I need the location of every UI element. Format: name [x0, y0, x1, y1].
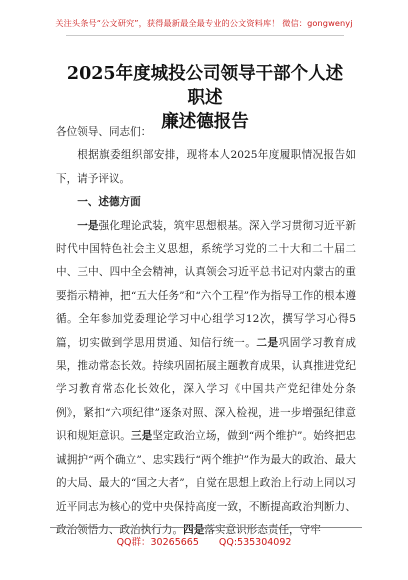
footer-qq: QQ:535304092 [218, 537, 292, 548]
title-line-1: 2025年度城投公司领导干部个人述职述 [66, 64, 344, 108]
paragraph-virtue [56, 215, 356, 543]
footer-qq-group: QQ群：30265665 [116, 537, 199, 548]
point-text-3: 坚定政治立场，做到“两个维护”。始终把忠诚拥护“两个确立”、忠实践行“两个维护”作为最大的政治、最大的大局、最大的“国之大者”，自觉在思想上政治上行动上同以习近平同志为核心的党中央保持高度一致，不断提高政治判断力、政治领悟力、政治执行力。 [56, 430, 356, 536]
salutation: 各位领导、同志们： [56, 126, 152, 138]
footer-divider [50, 527, 362, 528]
point-lead-1: 一是 [77, 219, 99, 232]
point-text-4: 落实意识形态责任，守牢 [204, 523, 321, 536]
point-lead-4: 四是 [183, 523, 205, 536]
point-text-1: 强化理论武装，筑牢思想根基。深入学习贯彻习近平新时代中国特色社会主义思想，系统学习党的二十大和二十届二中、三中、四中全会精神，认真领会习近平总书记对内蒙古的重要指示精神，把“五大任务”和“六个工程”作为指导工作的根本遵循。全年参加党委理论学习中心组学习12次，撰写学习心得5篇，切实做到学思用贯通、知信行统一。 [56, 219, 357, 349]
point-lead-3: 三是 [130, 430, 153, 443]
footer-contact [0, 534, 408, 548]
intro-paragraph: 根据旗委组织部安排，现将本人2025年度履职情况报告如下，请予评议。 [56, 149, 356, 185]
header-divider [66, 35, 344, 36]
point-text-2: 巩固学习教育成果，推动常态长效。持续巩固拓展主题教育成果，认真推进党纪学习教育常态化长效化，深入学习《中国共产党纪律处分条例》，紧扣“六项纪律”逐条对照、深入检视，进一步增强纪律意识和规矩意识。 [56, 336, 357, 443]
point-lead-2: 二是 [256, 336, 279, 349]
document-body [56, 121, 356, 542]
title-line-2: 廉述德报告 [161, 112, 249, 132]
header-banner: 关注头条号“公文研究”，获得最新最全最专业的公文资料库！ 微信：gongwenyj [55, 18, 353, 28]
section-heading-1: 一、述德方面 [77, 196, 141, 209]
